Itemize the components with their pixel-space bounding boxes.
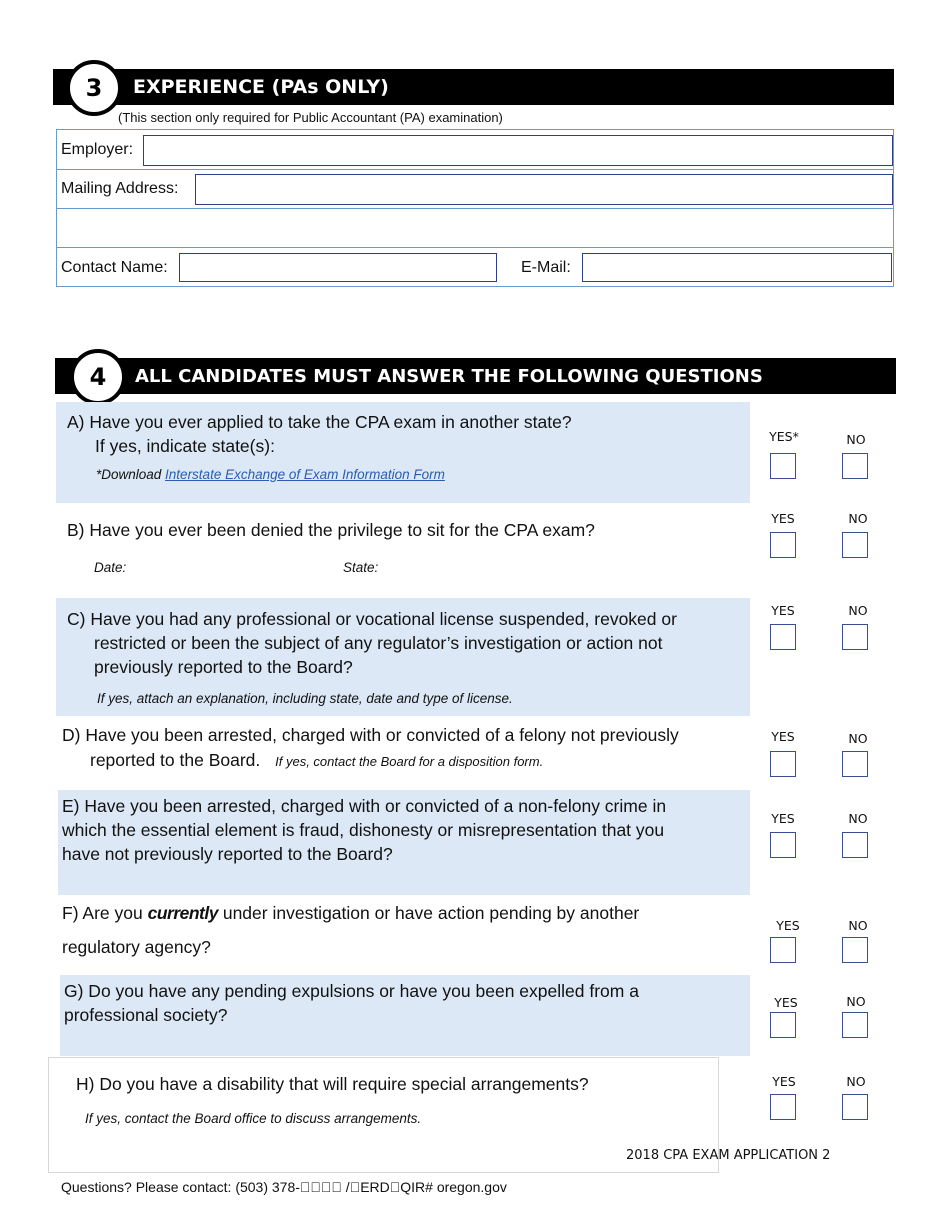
question-b-no-label: NO <box>848 511 868 526</box>
question-c-line3: previously reported to the Board? <box>94 657 353 677</box>
question-d-yes-label: YES <box>771 729 795 744</box>
question-e-yes-label: YES <box>771 811 795 826</box>
question-b-no-checkbox[interactable] <box>842 532 868 558</box>
employer-row <box>57 130 893 170</box>
section3-number-badge <box>66 60 122 116</box>
question-a-yes-label: YES* <box>769 429 799 444</box>
question-c-yes-label: YES <box>771 603 795 618</box>
question-g-no-checkbox[interactable] <box>842 1012 868 1038</box>
section3-title: EXPERIENCE (PAs ONLY) <box>133 76 389 98</box>
question-h-text: H) Do you have a disability that will require special arrangements? <box>76 1074 589 1094</box>
question-d-line2-text: reported to the Board. <box>90 750 261 770</box>
question-a-note <box>96 467 445 482</box>
question-e-line3: have not previously reported to the Board? <box>62 844 393 864</box>
question-e-line1: E) Have you been arrested, charged with or convicted of a non-felony crime in <box>62 796 667 816</box>
employer-label: Employer: <box>61 141 134 158</box>
section3-number: 3 <box>85 74 103 102</box>
question-h-no-checkbox[interactable] <box>842 1094 868 1120</box>
question-f-yes-label: YES <box>776 918 800 933</box>
question-a-line1: A) Have you ever applied to take the CPA exam in another state? <box>67 412 572 432</box>
question-f-no-label: NO <box>848 918 868 933</box>
question-f-suffix: under investigation or have action pending by another <box>217 903 640 923</box>
question-h-note: If yes, contact the Board office to discuss arrangements. <box>85 1111 422 1126</box>
question-e-no-label: NO <box>848 811 868 826</box>
question-g-line1: G) Do you have any pending expulsions or have you been expelled from a <box>64 981 639 1001</box>
question-e-no-checkbox[interactable] <box>842 832 868 858</box>
section3-subtitle: (This section only required for Public Accountant (PA) examination) <box>118 110 503 125</box>
question-d-line2 <box>90 748 543 774</box>
question-d-no-checkbox[interactable] <box>842 751 868 777</box>
experience-form <box>56 129 894 287</box>
contact-name-input[interactable] <box>179 253 497 282</box>
question-f-prefix: F) Are you <box>62 903 148 923</box>
contact-row <box>57 248 893 286</box>
question-a-line2: If yes, indicate state(s): <box>95 436 275 456</box>
question-b-yes-checkbox[interactable] <box>770 532 796 558</box>
question-a-no-checkbox[interactable] <box>842 453 868 479</box>
question-b-date-label: Date: <box>94 560 127 575</box>
question-b-yes-label: YES <box>771 511 795 526</box>
question-d-no-label: NO <box>848 731 868 746</box>
question-c-yes-checkbox[interactable] <box>770 624 796 650</box>
question-c-no-checkbox[interactable] <box>842 624 868 650</box>
question-c-line2: restricted or been the subject of any regulator’s investigation or action not <box>94 633 663 653</box>
email-label: E-Mail: <box>521 259 571 276</box>
page-label: 2018 CPA EXAM APPLICATION 2 <box>626 1148 831 1163</box>
section4-number: 4 <box>89 363 107 391</box>
question-d-note: If yes, contact the Board for a disposition form. <box>275 754 544 769</box>
question-c-no-label: NO <box>848 603 868 618</box>
question-f-emphasis: currently <box>147 903 218 923</box>
contact-footer: Questions? Please contact: (503) 378-􀀀􀀀􀀀􀀀 /􀀀ERD􀀀QIR# oregon.gov <box>61 1179 507 1195</box>
question-f-line2: regulatory agency? <box>62 937 211 957</box>
question-f-no-checkbox[interactable] <box>842 937 868 963</box>
section4-number-badge <box>70 349 126 405</box>
section4-header-gap <box>820 394 896 396</box>
question-g-yes-checkbox[interactable] <box>770 1012 796 1038</box>
question-g-yes-label: YES <box>774 995 798 1010</box>
question-b-state-label: State: <box>343 560 379 575</box>
employer-input[interactable] <box>143 135 893 166</box>
question-a-note-prefix: *Download <box>96 467 166 482</box>
question-g-no-label: NO <box>846 994 866 1009</box>
question-d-line1: D) Have you been arrested, charged with or convicted of a felony not previously <box>62 725 679 745</box>
question-e-yes-checkbox[interactable] <box>770 832 796 858</box>
question-c-note: If yes, attach an explanation, including state, date and type of license. <box>97 691 513 706</box>
mailing-address-line2[interactable] <box>57 209 893 248</box>
mailing-address-input[interactable] <box>195 174 893 205</box>
mailing-address-row <box>57 170 893 209</box>
question-a-no-label: NO <box>846 432 866 447</box>
question-e-line2: which the essential element is fraud, dishonesty or misrepresentation that you <box>62 820 665 840</box>
interstate-exchange-form-link[interactable]: Interstate Exchange of Exam Information Form <box>165 467 445 482</box>
question-g-line2: professional society? <box>64 1005 228 1025</box>
question-h-no-label: NO <box>846 1074 866 1089</box>
question-h-yes-label: YES <box>772 1074 796 1089</box>
question-d-yes-checkbox[interactable] <box>770 751 796 777</box>
question-c-line1: C) Have you had any professional or vocational license suspended, revoked or <box>67 609 677 629</box>
question-h-yes-checkbox[interactable] <box>770 1094 796 1120</box>
email-input[interactable] <box>582 253 892 282</box>
section4-title: ALL CANDIDATES MUST ANSWER THE FOLLOWING QUESTIONS <box>135 366 763 387</box>
mailing-address-label: Mailing Address: <box>61 180 179 197</box>
question-b-text: B) Have you ever been denied the privilege to sit for the CPA exam? <box>67 520 595 540</box>
question-f-yes-checkbox[interactable] <box>770 937 796 963</box>
question-f-line1 <box>62 901 639 925</box>
question-a-yes-checkbox[interactable] <box>770 453 796 479</box>
contact-name-label: Contact Name: <box>61 259 168 276</box>
